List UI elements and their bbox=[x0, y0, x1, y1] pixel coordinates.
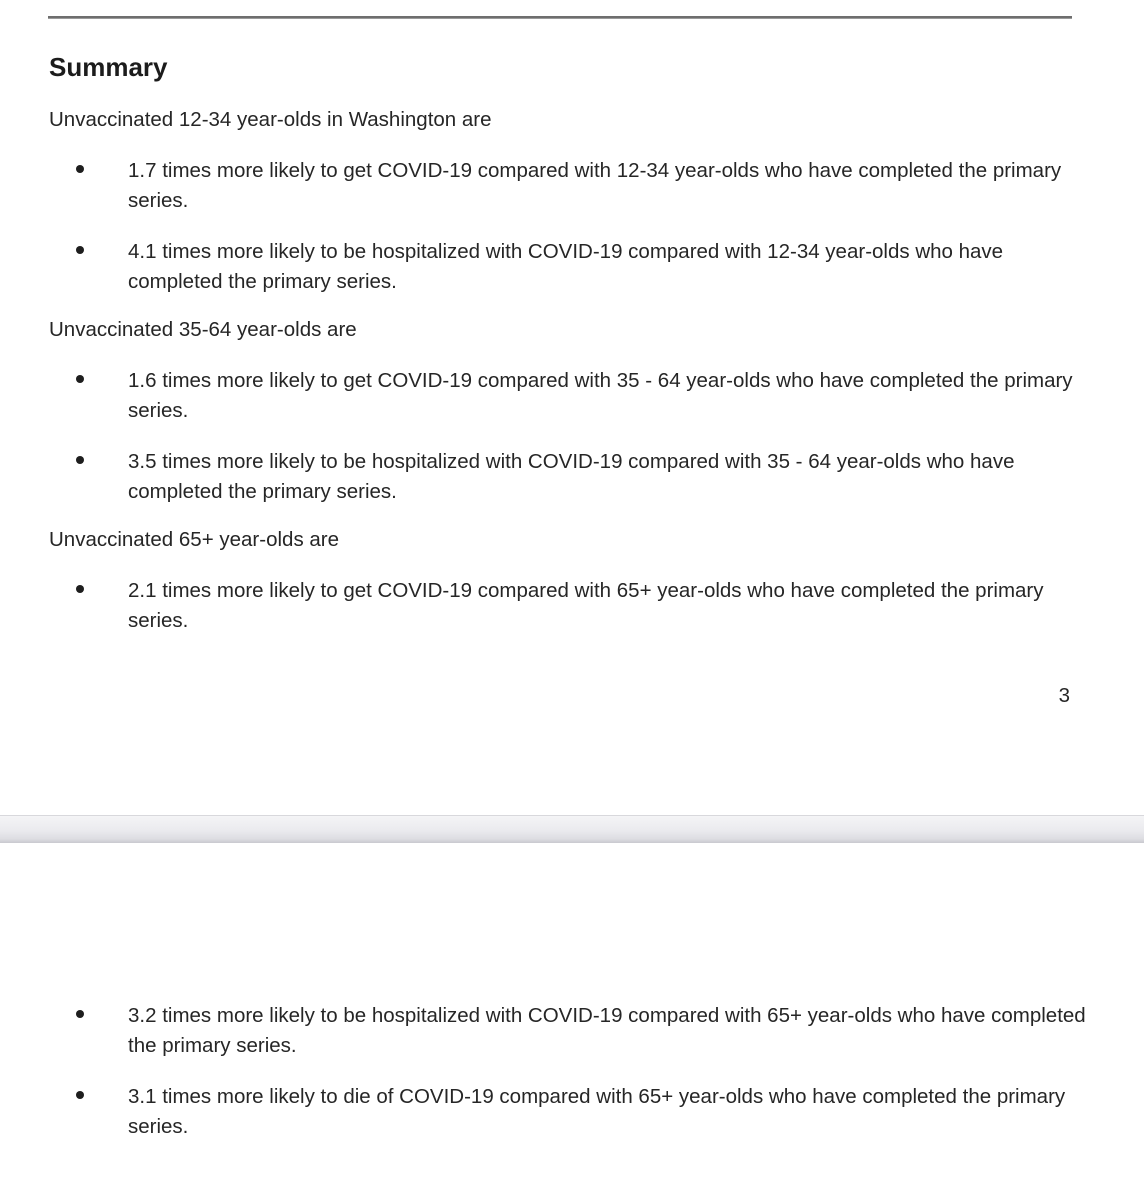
page-break-separator bbox=[0, 815, 1144, 843]
bullet-icon bbox=[76, 1091, 84, 1099]
bullet-text: 4.1 times more likely to be hospitalized with COVID-19 compared with 12-34 year-olds who have completed the primary series. bbox=[128, 240, 1004, 293]
page-number: 3 bbox=[1058, 684, 1070, 707]
group-intro-35-64: Unvaccinated 35-64 year-olds are bbox=[49, 318, 357, 341]
bullet-text: 1.6 times more likely to get COVID-19 compared with 35 - 64 year-olds who have completed the primary series. bbox=[128, 369, 1073, 422]
bullet-icon bbox=[76, 246, 84, 254]
bullet-text: 3.2 times more likely to be hospitalized with COVID-19 compared with 65+ year-olds who have completed the primary series. bbox=[128, 1004, 1086, 1057]
bullet-icon bbox=[76, 456, 84, 464]
bullet-icon bbox=[76, 585, 84, 593]
bullet-icon bbox=[76, 375, 84, 383]
header-rule bbox=[48, 16, 1072, 19]
bullet-text: 3.1 times more likely to die of COVID-19 compared with 65+ year-olds who have completed the primary series. bbox=[128, 1085, 1066, 1138]
bullet-text: 2.1 times more likely to get COVID-19 compared with 65+ year-olds who have completed the primary series. bbox=[128, 579, 1044, 632]
summary-heading: Summary bbox=[49, 52, 168, 82]
bullet-icon bbox=[76, 1010, 84, 1018]
bullet-icon bbox=[76, 165, 84, 173]
bullet-text: 1.7 times more likely to get COVID-19 compared with 12-34 year-olds who have completed the primary series. bbox=[128, 159, 1062, 212]
group-intro-65-plus: Unvaccinated 65+ year-olds are bbox=[49, 528, 340, 551]
group-intro-12-34: Unvaccinated 12-34 year-olds in Washington are bbox=[49, 108, 492, 131]
bullet-text: 3.5 times more likely to be hospitalized with COVID-19 compared with 35 - 64 year-olds who have completed the primary series. bbox=[128, 450, 1015, 503]
